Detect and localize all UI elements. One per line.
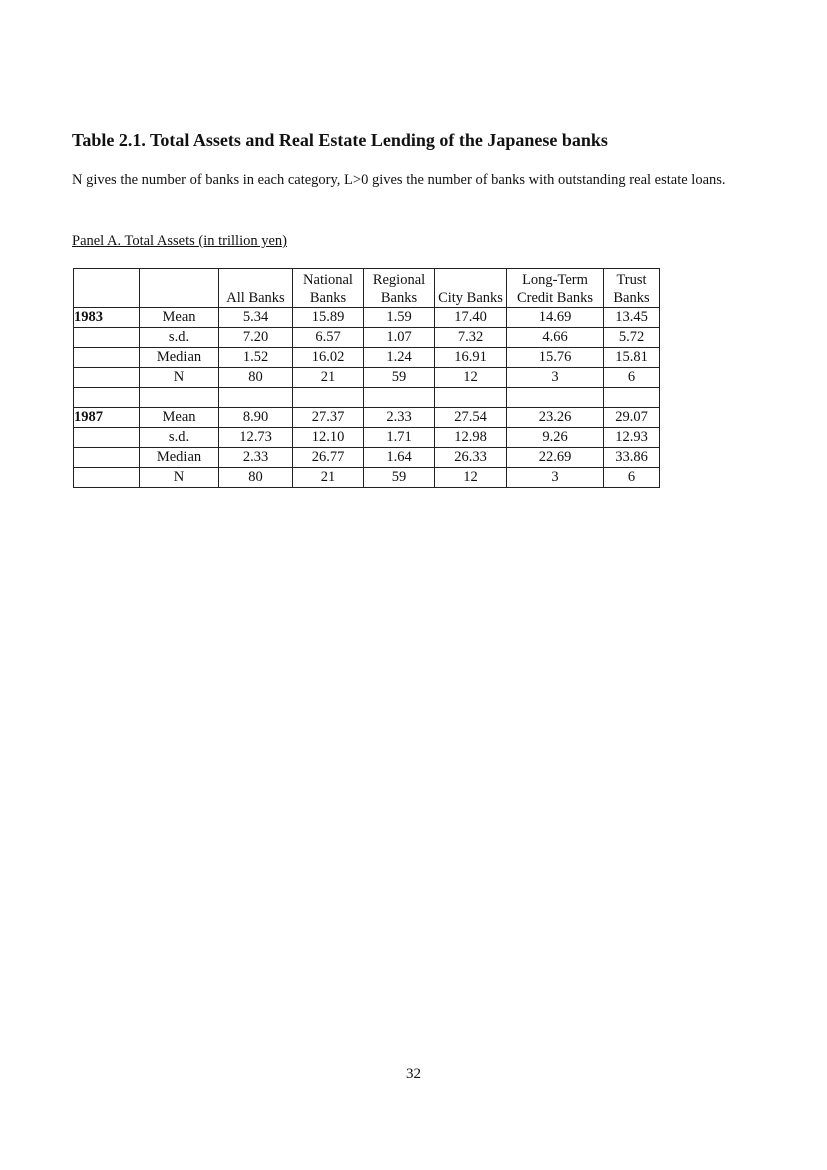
value-cell: 8.90 [219,408,293,428]
value-cell: 33.86 [604,448,660,468]
stat-cell: s.d. [140,428,219,448]
value-cell: 80 [219,368,293,388]
spacer-cell [140,388,219,408]
year-cell [74,348,140,368]
year-cell [74,448,140,468]
value-cell: 26.33 [435,448,507,468]
year-cell [74,368,140,388]
stat-cell: Median [140,348,219,368]
value-cell: 3 [507,468,604,488]
value-cell: 26.77 [293,448,364,468]
panel-title: Panel A. Total Assets (in trillion yen) [72,233,287,249]
value-cell: 15.81 [604,348,660,368]
value-cell: 27.37 [293,408,364,428]
header-cell-long-term-credit-banks: Long-Term Credit Banks [507,269,604,308]
value-cell: 12 [435,468,507,488]
value-cell: 59 [364,368,435,388]
value-cell: 12 [435,368,507,388]
year-cell [74,328,140,348]
value-cell: 1.24 [364,348,435,368]
value-cell: 5.34 [219,308,293,328]
spacer-cell [219,388,293,408]
spacer-cell [604,388,660,408]
stat-cell: N [140,368,219,388]
value-cell: 12.98 [435,428,507,448]
value-cell: 13.45 [604,308,660,328]
spacer-cell [74,388,140,408]
stat-cell: Mean [140,308,219,328]
value-cell: 23.26 [507,408,604,428]
table-row [74,368,660,388]
value-cell: 7.20 [219,328,293,348]
stat-cell: Median [140,448,219,468]
header-cell-trust-banks: Trust Banks [604,269,660,308]
value-cell: 1.64 [364,448,435,468]
value-cell: 21 [293,468,364,488]
header-cell-city-banks: City Banks [435,269,507,308]
year-cell [74,428,140,448]
value-cell: 15.89 [293,308,364,328]
value-cell: 2.33 [219,448,293,468]
header-blank-stat [140,269,219,308]
spacer-row [74,388,660,408]
spacer-cell [507,388,604,408]
header-cell-national-banks: National Banks [293,269,364,308]
value-cell: 22.69 [507,448,604,468]
total-assets-table [73,268,660,488]
value-cell: 6.57 [293,328,364,348]
table-row [74,308,660,328]
header-cell-all-banks: All Banks [219,269,293,308]
header-blank-year [74,269,140,308]
value-cell: 12.93 [604,428,660,448]
spacer-cell [435,388,507,408]
table-row [74,348,660,368]
stat-cell: s.d. [140,328,219,348]
value-cell: 1.52 [219,348,293,368]
stat-cell: N [140,468,219,488]
year-cell [74,468,140,488]
value-cell: 1.71 [364,428,435,448]
table-row [74,448,660,468]
value-cell: 21 [293,368,364,388]
value-cell: 6 [604,468,660,488]
table-note: N gives the number of banks in each category, L>0 gives the number of banks with outstanding real estate loans. [72,172,726,188]
value-cell: 80 [219,468,293,488]
value-cell: 1.07 [364,328,435,348]
value-cell: 15.76 [507,348,604,368]
table-row [74,428,660,448]
value-cell: 27.54 [435,408,507,428]
value-cell: 4.66 [507,328,604,348]
value-cell: 7.32 [435,328,507,348]
value-cell: 29.07 [604,408,660,428]
value-cell: 1.59 [364,308,435,328]
value-cell: 5.72 [604,328,660,348]
value-cell: 12.10 [293,428,364,448]
table-title: Table 2.1. Total Assets and Real Estate Lending of the Japanese banks [72,130,608,150]
header-cell-regional-banks: Regional Banks [364,269,435,308]
value-cell: 59 [364,468,435,488]
value-cell: 2.33 [364,408,435,428]
header-row [74,269,660,308]
stat-cell: Mean [140,408,219,428]
spacer-cell [293,388,364,408]
year-cell: 1983 [74,308,140,328]
value-cell: 16.02 [293,348,364,368]
table-row [74,468,660,488]
table-row [74,328,660,348]
value-cell: 9.26 [507,428,604,448]
page-number: 32 [406,1066,421,1082]
value-cell: 6 [604,368,660,388]
table-body [74,269,660,488]
spacer-cell [364,388,435,408]
year-cell: 1987 [74,408,140,428]
value-cell: 3 [507,368,604,388]
value-cell: 17.40 [435,308,507,328]
value-cell: 12.73 [219,428,293,448]
value-cell: 14.69 [507,308,604,328]
value-cell: 16.91 [435,348,507,368]
table-row [74,408,660,428]
